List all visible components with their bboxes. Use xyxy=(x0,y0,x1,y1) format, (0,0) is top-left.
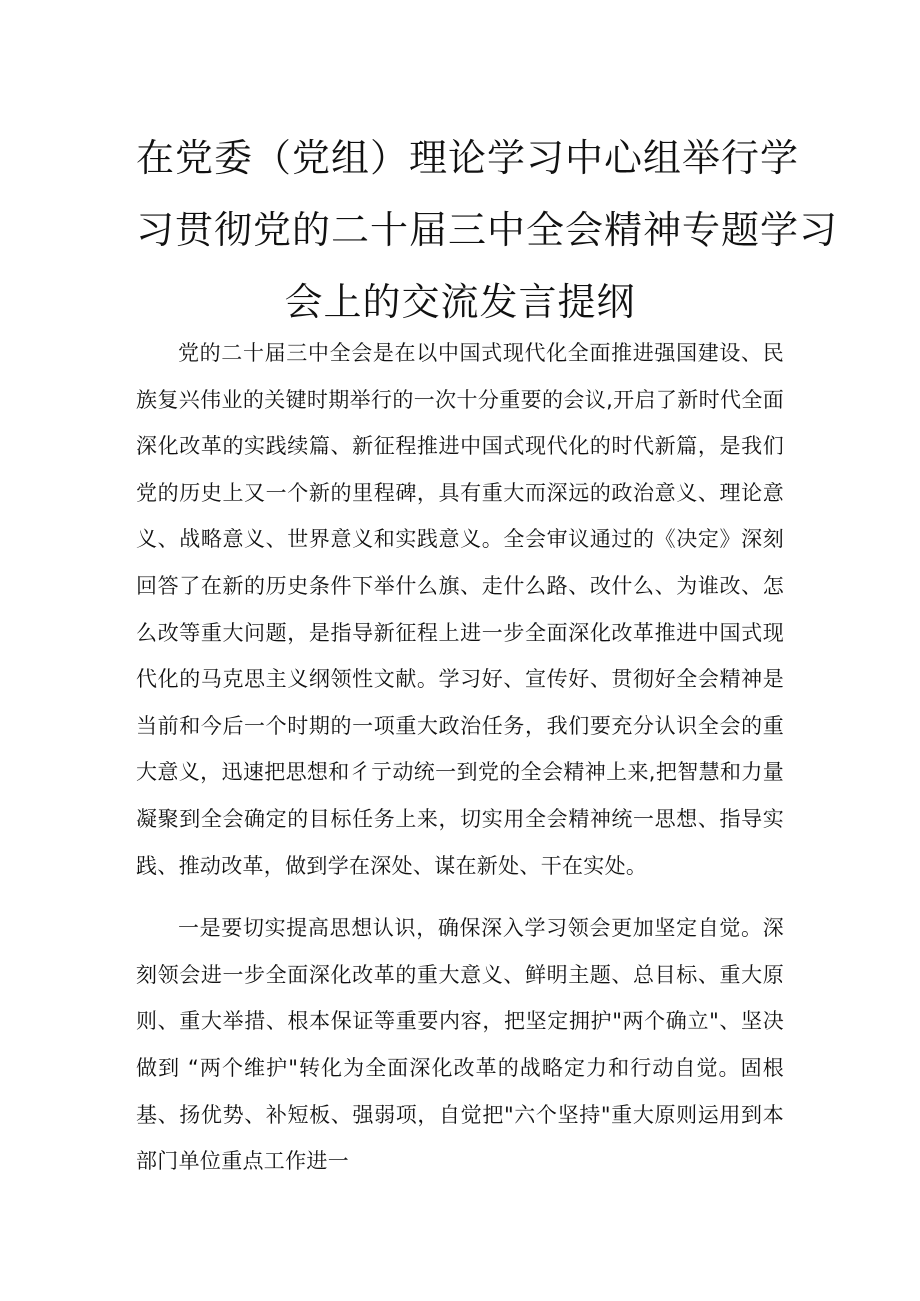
title-line-3: 会上的交流发言提纲 xyxy=(284,280,636,324)
document-body xyxy=(136,330,784,1201)
document-title xyxy=(136,122,839,338)
title-line-2: 习贯彻党的二十届三中全会精神专题学习 xyxy=(136,208,839,252)
point-one-paragraph: 一是要切实提高思想认识，确保深入学习领会更加坚定自觉。深刻领会进一步全面深化改革的重大意义、鲜明主题、总目标、重大原则、重大举措、根本保证等重要内容，把坚定拥护"两个确立"、坚决做到 “两个维护"转化为全面深化改革的战略定力和行动自觉。固根基、扬优势、补短板、强弱项，自觉把"六个坚持"重大原则运用到本部门单位重点工作进一 xyxy=(136,916,784,1174)
intro-paragraph: 党的二十届三中全会是在以中国式现代化全面推进强国建设、民族复兴伟业的关键时期举行的一次十分重要的会议,开启了新时代全面深化改革的实践续篇、新征程推进中国式现代化的时代新篇，是我们党的历史上又一个新的里程碑，具有重大而深远的政治意义、理论意义、战略意义、世界意义和实践意义。全会审议通过的《决定》深刻回答了在新的历史条件下举什么旗、走什么路、改什么、为谁改、怎么改等重大问题，是指导新征程上进一步全面深化改革推进中国式现代化的马克思主义纲领性文献。学习好、宣传好、贯彻好全会精神是当前和今后一个时期的一项重大政治任务，我们要充分认识全会的重大意义，迅速把思想和彳亍动统一到党的全会精神上来,把智慧和力量凝聚到全会确定的目标任务上来，切实用全会精神统一思想、指导实践、推动改革，做到学在深处、谋在新处、干在实处。 xyxy=(136,341,784,878)
title-line-1: 在党委（党组）理论学习中心组举行学 xyxy=(136,136,800,180)
